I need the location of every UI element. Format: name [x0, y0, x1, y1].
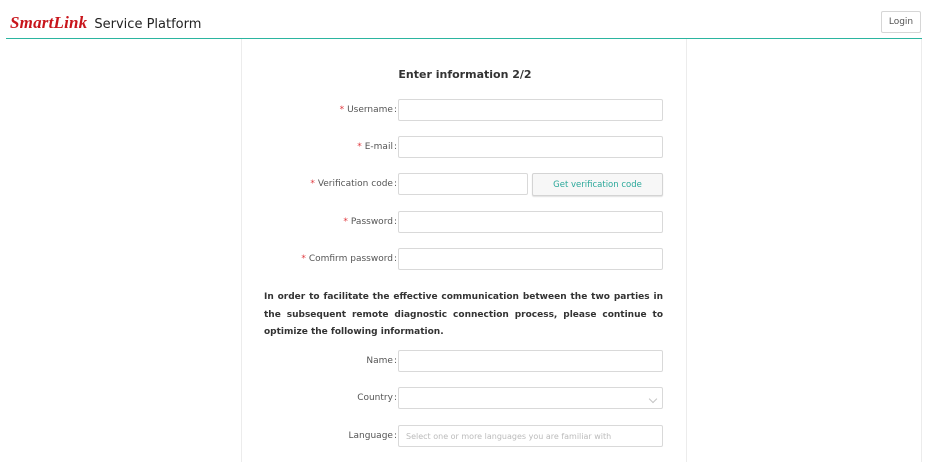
country-label: Country :: [357, 393, 397, 403]
language-select[interactable]: [398, 425, 663, 447]
name-input[interactable]: [398, 350, 663, 372]
required-mark: *: [301, 254, 306, 264]
confirm-password-label: * Comfirm password :: [301, 254, 397, 264]
platform-title: Service Platform: [94, 17, 202, 32]
username-input[interactable]: [398, 99, 663, 121]
language-placeholder: Select one or more languages you are familiar with: [406, 431, 612, 441]
info-paragraph: In order to facilitate the effective communication between the two parties in the subsequent remote diagnostic connection process, please continue to optimize the following information.: [264, 292, 663, 337]
email-label: * E-mail :: [357, 142, 397, 152]
required-mark: *: [343, 217, 348, 227]
verification-code-input[interactable]: [398, 173, 528, 195]
brand: [10, 13, 201, 33]
form-title: Enter information 2/2: [398, 68, 532, 81]
name-label: Name :: [366, 356, 397, 366]
password-row: [242, 211, 688, 233]
verification-code-label: * Verification code :: [310, 179, 397, 189]
page-right-border: [921, 39, 922, 462]
password-label: * Password :: [343, 217, 397, 227]
get-verification-code-button[interactable]: Get verification code: [532, 173, 663, 196]
verification-code-row: [242, 173, 688, 195]
chevron-down-icon: [649, 395, 657, 403]
password-input[interactable]: [398, 211, 663, 233]
email-input[interactable]: [398, 136, 663, 158]
name-row: [242, 350, 688, 372]
registration-panel: [241, 39, 687, 462]
confirm-password-row: [242, 248, 688, 270]
required-mark: *: [339, 105, 345, 115]
confirm-password-input[interactable]: [398, 248, 663, 270]
country-select[interactable]: [398, 387, 663, 409]
username-label: * Username :: [339, 105, 397, 115]
required-mark: *: [357, 142, 362, 152]
email-row: [242, 136, 688, 158]
username-row: [242, 99, 688, 121]
smartlink-logo: SmartLink: [10, 13, 88, 32]
language-row: [242, 425, 688, 447]
language-label: Language :: [348, 431, 397, 441]
login-button[interactable]: Login: [881, 11, 921, 33]
top-header: [0, 0, 928, 42]
required-mark: *: [310, 179, 315, 189]
country-row: [242, 387, 688, 409]
